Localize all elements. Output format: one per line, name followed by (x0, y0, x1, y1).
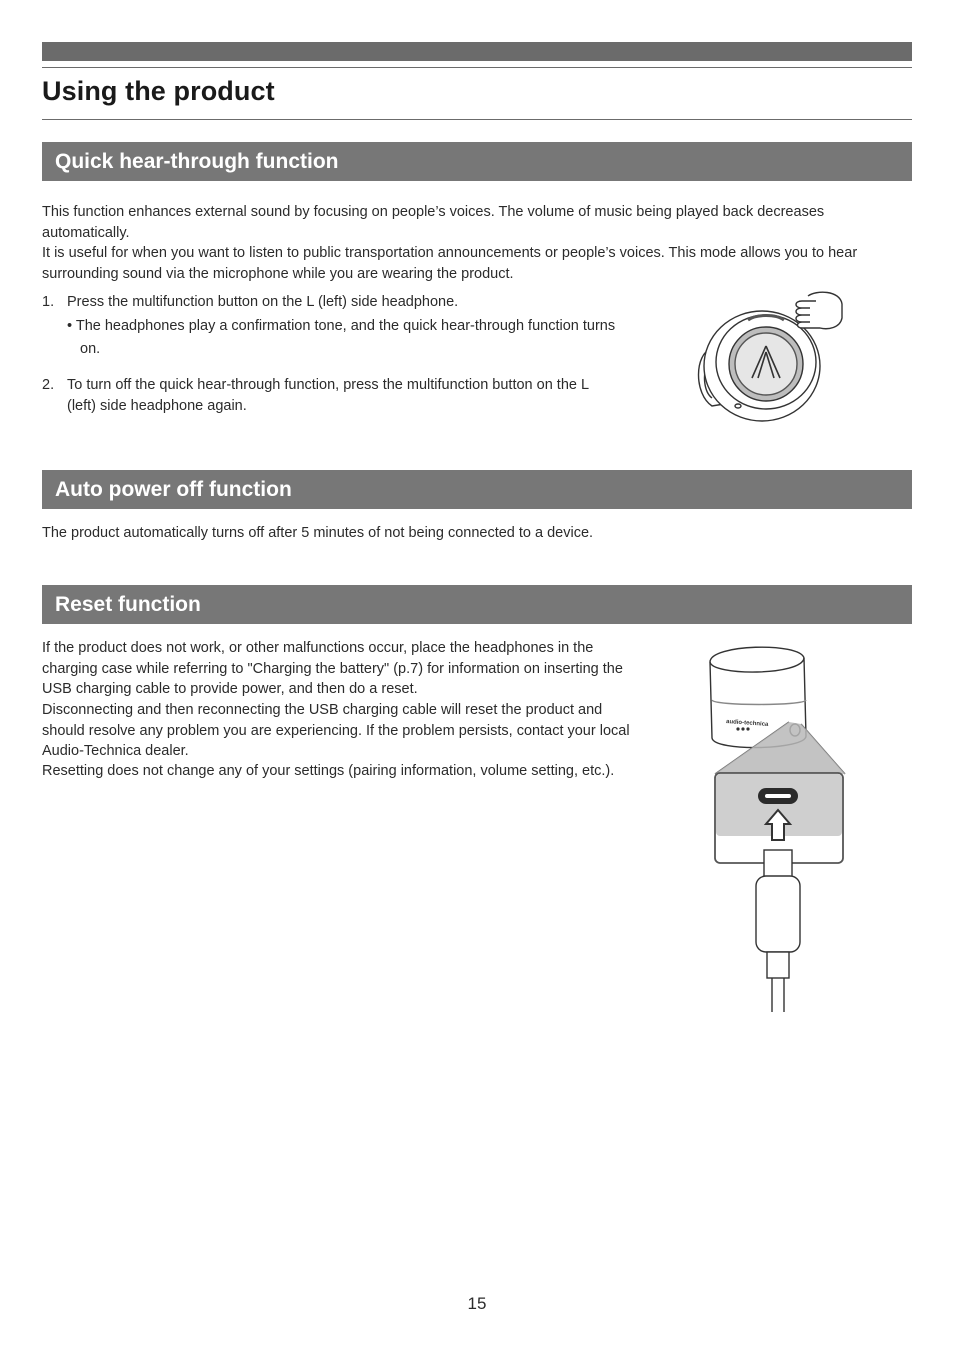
case-logo: audio-technica (725, 719, 769, 728)
title-rule-bottom (42, 119, 912, 120)
step-number: 2. (42, 377, 55, 393)
quick-hear-through-paragraph-2: It is useful for when you want to listen to public transportation announcements or people’s voices. This mode allows you to hear surrounding sound via the microphone while you are wearing the product. (42, 245, 858, 282)
reset-paragraph-1: If the product does not work, or other malfunctions occur, place the headphones in the charging case while referring to "Charging the battery" (p.7) for information on inserting the USB charging cable to provide power, and then do a reset. (42, 640, 623, 697)
section-header-quick-hear-through (42, 142, 912, 181)
section-header-auto-power-off (42, 470, 912, 509)
step-number: 1. (42, 294, 55, 310)
header-bar (42, 42, 912, 61)
charging-case-usb-icon (700, 640, 850, 1012)
section-title: Quick hear-through function (55, 150, 339, 173)
reset-paragraph-2: Disconnecting and then reconnecting the USB charging cable will reset the product and should resolve any problem you are experiencing. If the problem persists, contact your local Audio-Technica dealer. (42, 702, 630, 759)
quick-hear-through-paragraph-1: This function enhances external sound by focusing on people’s voices. The volume of music being played back decreases automatically. (42, 204, 825, 241)
reset-paragraph-3: Resetting does not change any of your settings (pairing information, volume setting, etc.). (42, 763, 615, 779)
section-title: Auto power off function (55, 478, 292, 501)
page-title: Using the product (42, 76, 275, 106)
section-header-reset (42, 585, 912, 624)
section-title: Reset function (55, 593, 201, 616)
step-2-text: To turn off the quick hear-through function, press the multifunction button on the L (left) side headphone again. (67, 377, 589, 414)
step-1-text: Press the multifunction button on the L (left) side headphone. (67, 294, 459, 310)
step-1-note: • The headphones play a confirmation tone, and the quick hear-through function turns on. (67, 318, 616, 357)
title-rule-top (42, 67, 912, 68)
auto-power-off-paragraph: The product automatically turns off after 5 minutes of not being connected to a device. (42, 525, 594, 541)
page-number: 15 (467, 1294, 487, 1313)
earbud-press-icon (690, 288, 850, 428)
